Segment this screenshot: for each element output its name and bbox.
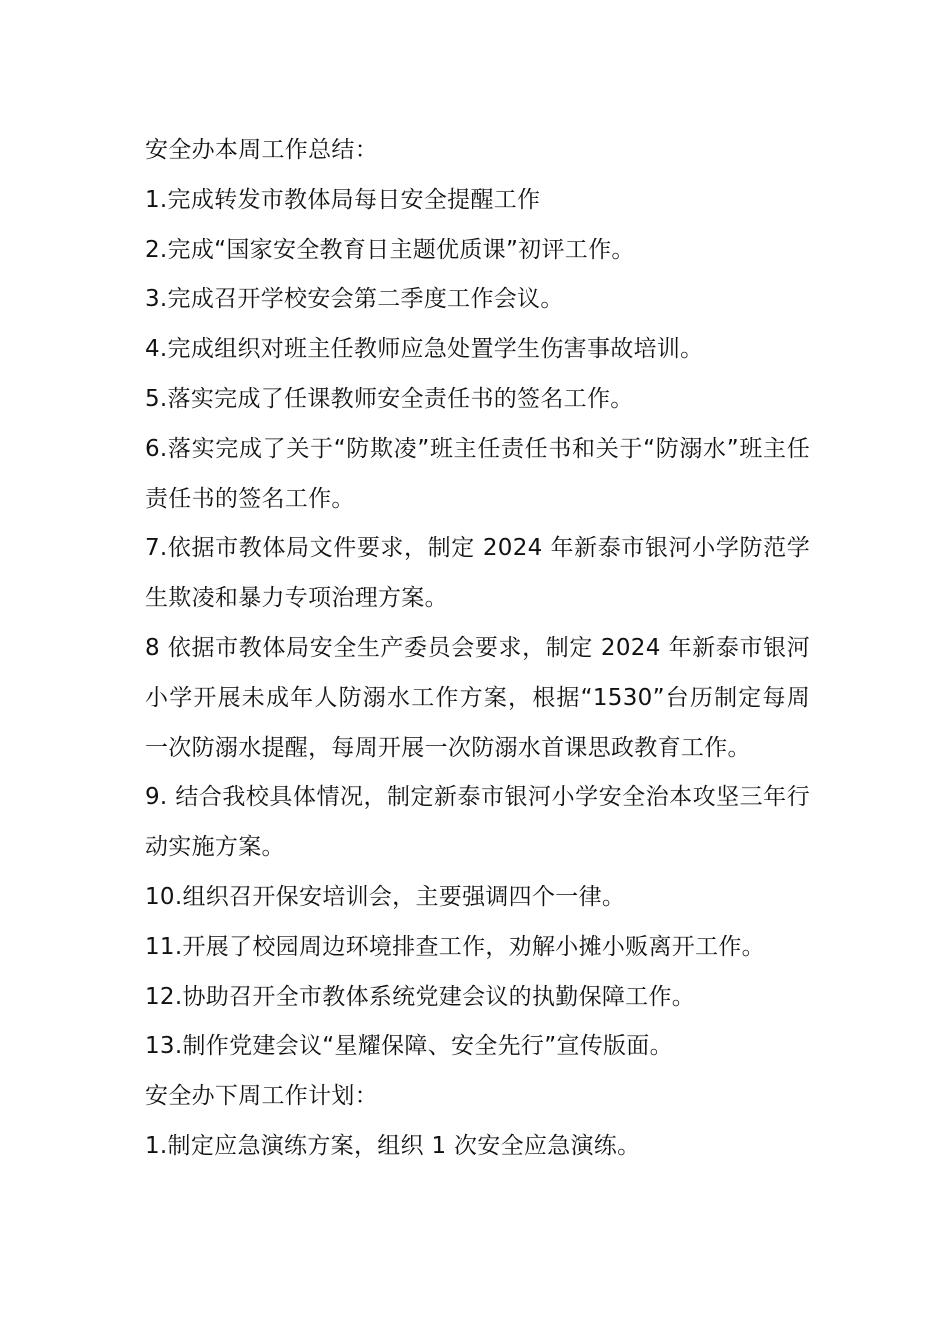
summary-item-8: 8 依据市教体局安全生产委员会要求，制定 2024 年新泰市银河小学开展未成年人防溺水工作方案，根据“1530”台历制定每周一次防溺水提醒，每周开展一次防溺水首课思政教育工作。	[145, 634, 810, 761]
summary-item-5: 5.落实完成了任课教师安全责任书的签名工作。	[145, 385, 634, 412]
summary-item-2: 2.完成“国家安全教育日主题优质课”初评工作。	[145, 236, 635, 263]
summary-item-10: 10.组织召开保安培训会，主要强调四个一律。	[145, 883, 626, 910]
summary-item-13: 13.制作党建会议“星耀保障、安全先行”宣传版面。	[145, 1033, 673, 1060]
summary-item-4: 4.完成组织对班主任教师应急处置学生伤害事故培训。	[145, 336, 704, 363]
document-body	[145, 126, 810, 1172]
summary-item-7: 7.依据市教体局文件要求，制定 2024 年新泰市银河小学防范学生欺凌和暴力专项治理方案。	[145, 535, 810, 612]
summary-item-11: 11.开展了校园周边环境排查工作，劝解小摊小贩离开工作。	[145, 933, 765, 960]
section-heading-summary: 安全办本周工作总结：	[145, 137, 378, 163]
summary-item-6: 6.落实完成了关于“防欺凌”班主任责任书和关于“防溺水”班主任责任书的签名工作。	[145, 435, 810, 512]
summary-item-1: 1.完成转发市教体局每日安全提醒工作	[145, 186, 541, 213]
section-heading-plan: 安全办下周工作计划：	[145, 1083, 378, 1110]
plan-item-1: 1.制定应急演练方案，组织 1 次安全应急演练。	[145, 1132, 641, 1159]
summary-item-3: 3.完成召开学校安会第二季度工作会议。	[145, 286, 564, 313]
summary-item-9: 9. 结合我校具体情况，制定新泰市银河小学安全治本攻坚三年行动实施方案。	[145, 784, 810, 861]
summary-item-12: 12.协助召开全市教体系统党建会议的执勤保障工作。	[145, 983, 696, 1010]
